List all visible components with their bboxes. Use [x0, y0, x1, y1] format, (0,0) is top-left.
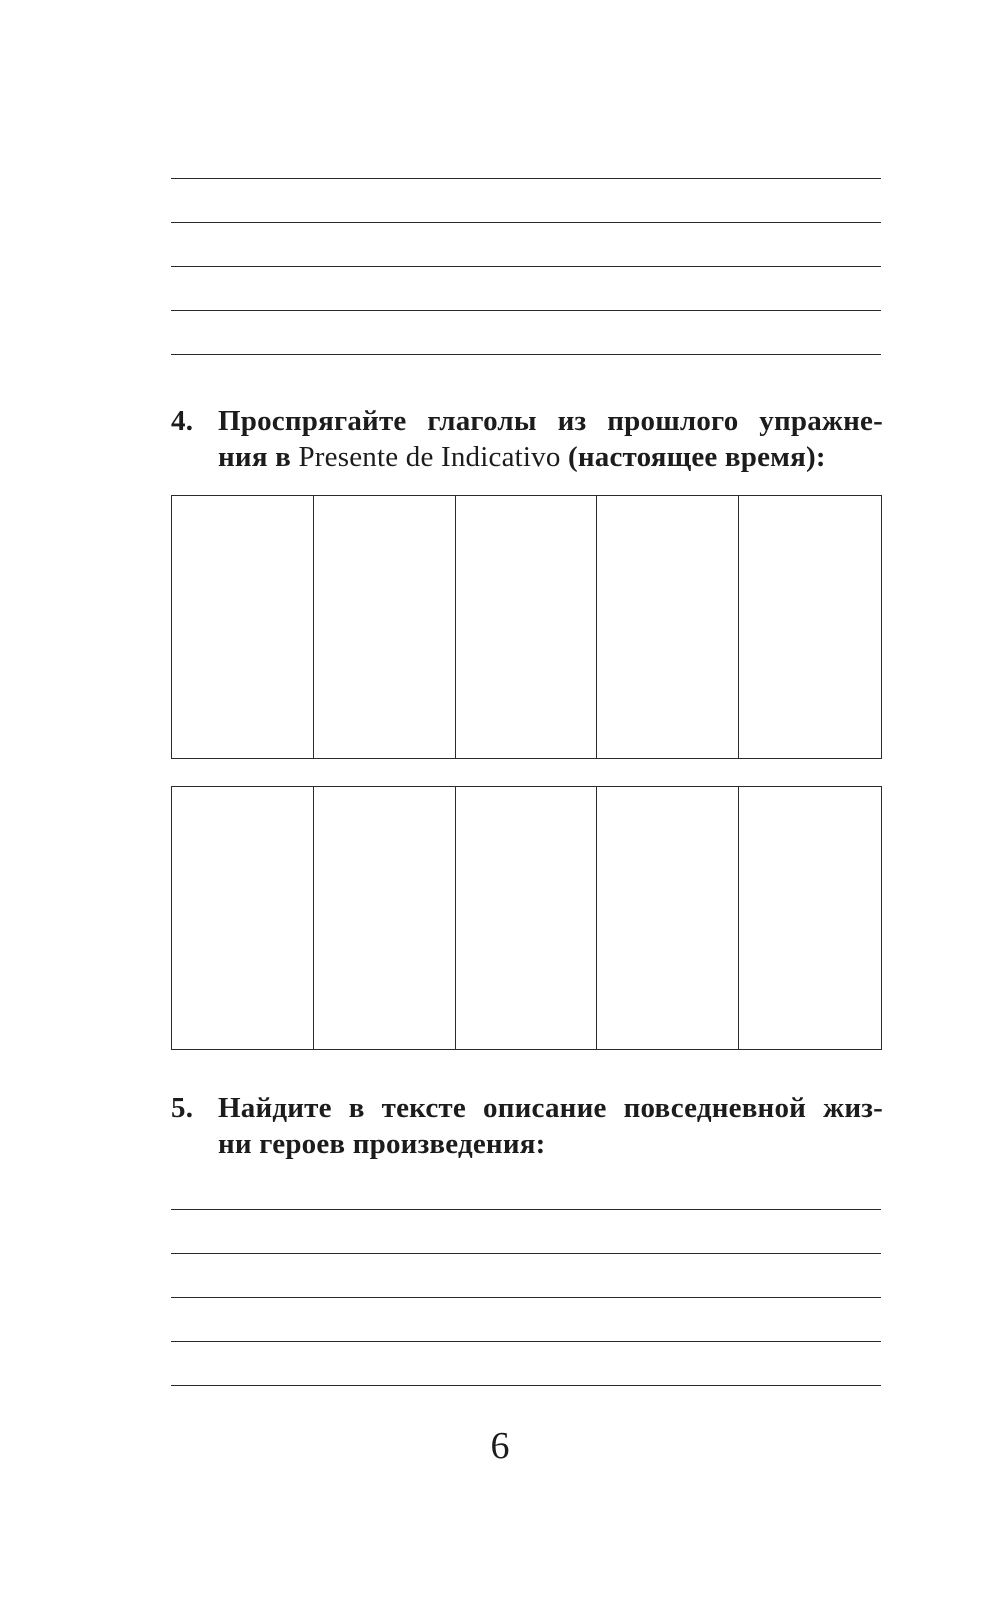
answer-line[interactable] [171, 1209, 881, 1210]
exercise-4-line-2-start: ния в [218, 441, 299, 473]
answer-line[interactable] [171, 222, 881, 223]
exercise-5-line-2: ни героев произведения: [218, 1128, 546, 1160]
exercise-5-number: 5. [171, 1092, 194, 1124]
conjugation-cell[interactable] [172, 787, 314, 1049]
conjugation-cell[interactable] [172, 496, 314, 758]
answer-line[interactable] [171, 1385, 881, 1386]
conjugation-cell[interactable] [314, 496, 456, 758]
conjugation-cell[interactable] [456, 787, 598, 1049]
exercise-4-line-2 [171, 439, 883, 475]
conjugation-table-block-2 [171, 786, 882, 1050]
conjugation-cell[interactable] [739, 787, 881, 1049]
answer-line[interactable] [171, 266, 881, 267]
answer-line[interactable] [171, 310, 881, 311]
exercise-4-line-2-end: (настоящее время): [560, 441, 826, 473]
exercise-5-line-1: Найдите в тексте описание повседневной жиз- [218, 1092, 883, 1124]
conjugation-cell[interactable] [456, 496, 598, 758]
answer-line[interactable] [171, 178, 881, 179]
answer-line[interactable] [171, 354, 881, 355]
conjugation-cell[interactable] [597, 787, 739, 1049]
answer-line[interactable] [171, 1297, 881, 1298]
conjugation-cell[interactable] [597, 496, 739, 758]
conjugation-cell[interactable] [739, 496, 881, 758]
page-number: 6 [490, 1425, 510, 1467]
conjugation-table-block-1 [171, 495, 882, 759]
answer-line[interactable] [171, 1341, 881, 1342]
exercise-4-number: 4. [171, 405, 194, 437]
exercise-4-prompt [171, 403, 883, 475]
conjugation-cell[interactable] [314, 787, 456, 1049]
exercise-4-tense-name: Presente de Indicativo [298, 441, 561, 473]
exercise-5-prompt [171, 1090, 883, 1162]
answer-line[interactable] [171, 1253, 881, 1254]
exercise-4-line-1: Проспрягайте глаголы из прошлого упражне- [218, 405, 883, 437]
